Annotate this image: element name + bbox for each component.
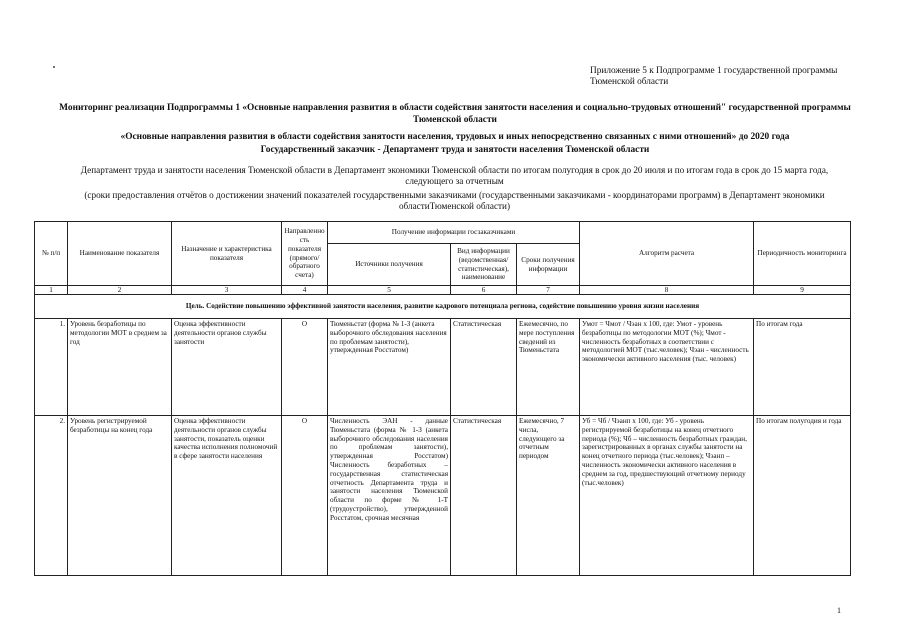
indicator-direction: О [282,416,328,576]
state-customer: Государственный заказчик - Департамент труда и занятости населения Тюменской области [260,145,650,155]
reporting-deadlines-note: (сроки предоставления отчётов о достижении значений показателей государственными заказчиками (государственными заказчиками - координаторами программ) в Департамент экономики областиТюменской области) [84,190,825,211]
header-deadline: Сроки получения информации [517,244,580,286]
header-periodicity: Периодичность мониторинга [754,222,851,286]
column-number: 6 [451,286,517,295]
info-deadline: Ежемесячно, по мере поступления сведений из Тюменьстата [517,319,580,416]
info-sources: Численность ЭАН - данные Тюменьстата (форма № 1-З (анкета выборочного обследования населения по проблемам занятости), утвержденная Росстатом) Численность безработных – государственная статистическая отчетность Департамента труда и занятости населения Тюменской области по форме № 1-Т (трудоустройство), утвержденной Росстатом, срочная месячная [328,416,451,576]
header-num: № п/п [35,222,68,286]
scan-speck [53,66,55,68]
info-deadline: Ежемесячно, 7 числа, следующего за отчетным периодом [517,416,580,576]
column-number: 5 [328,286,451,295]
column-number: 8 [580,286,754,295]
header-sources: Источники получения [328,244,451,286]
row-num: 1. [35,319,68,416]
indicator-direction: О [282,319,328,416]
header-purpose: Назначение и характеристика показателя [172,222,282,286]
indicator-name: Уровень безработицы по методологии МОТ в среднем за год [68,319,172,416]
monitoring-table [34,221,851,576]
goal-row [35,295,851,319]
indicator-name: Уровень регистрируемой безработицы на конец года [68,416,172,576]
table-header-row [35,222,851,244]
monitoring-periodicity: По итогам полугодия и года [754,416,851,576]
calc-algorithm: Умот = Чмот / Чэан х 100, где: Умот - уровень безработицы по методологии МОТ (%); Чмот - численность безработных в соответствии с методологией МОТ (тыс.человек); Чэан - численность экономически активного населения (тыс. человек) [580,319,754,416]
document-subtitle: «Основные направления развития в области содействия занятости населения, трудовых и иных непосредственно связанных с ними отношений» до 2020 года [120,132,790,142]
column-number-row [35,286,851,295]
appendix-note: Приложение 5 к Подпрограмме 1 государственной программы Тюменской области [590,66,838,87]
info-type: Статистическая [451,319,517,416]
indicator-purpose: Оценка эффективности деятельности органов службы занятости [172,319,282,416]
header-info-type: Вид информации (ведомственная/ статистическая), наименование [451,244,517,286]
header-name: Наименование показателя [68,222,172,286]
page-number: 1 [837,606,841,615]
column-number: 2 [68,286,172,295]
indicator-purpose: Оценка эффективности деятельности органов службы занятости, показатель оценки качества исполнения полномочий в сфере занятости населения [172,416,282,576]
goal-text: Цель. Содействие повышению эффективной занятости населения, развитие кадрового потенциала региона, содействие повышению уровня жизни населения [35,295,851,319]
header-info-group: Получение информации госзаказчиками [328,222,580,244]
column-number: 4 [282,286,328,295]
info-sources: Тюменьстат (форма № 1-З (анкета выборочного обследования населения по проблемам занятости), утвержденная Росстатом) [328,319,451,416]
column-number: 7 [517,286,580,295]
monitoring-periodicity: По итогам года [754,319,851,416]
table-row [35,416,851,576]
info-type: Статистическая [451,416,517,576]
column-number: 1 [35,286,68,295]
header-direction: Направленность показателя (прямого/обратного счета) [282,222,328,286]
table-row [35,319,851,416]
column-number: 9 [754,286,851,295]
document-title: Мониторинг реализации Подпрограммы 1 «Основные направления развития в области содействия занятости населения и социально-трудовых отношений" государственной программы Тюменской области [59,103,851,125]
calc-algorithm: Уб = Чб / Чэанп х 100, где: Уб - уровень регистрируемой безработицы на конец отчетного периода (%); Чб – численность безработных граждан, зарегистрированных в органах службы занятости на конец отчетного периода (тыс.человек); Чэанп – численность экономически активного населения в среднем за год, предшествующий отчетному периоду (тыс.человек) [580,416,754,576]
row-num: 2. [35,416,68,576]
reporting-deadlines: Департамент труда и занятости населения Тюменской области в Департамент экономики Тюменской области по итогам полугодия в срок до 20 июля и по итогам года в срок до 15 марта года, следующего за отчетным [80,165,829,186]
header-algorithm: Алгоритм расчета [580,222,754,286]
column-number: 3 [172,286,282,295]
